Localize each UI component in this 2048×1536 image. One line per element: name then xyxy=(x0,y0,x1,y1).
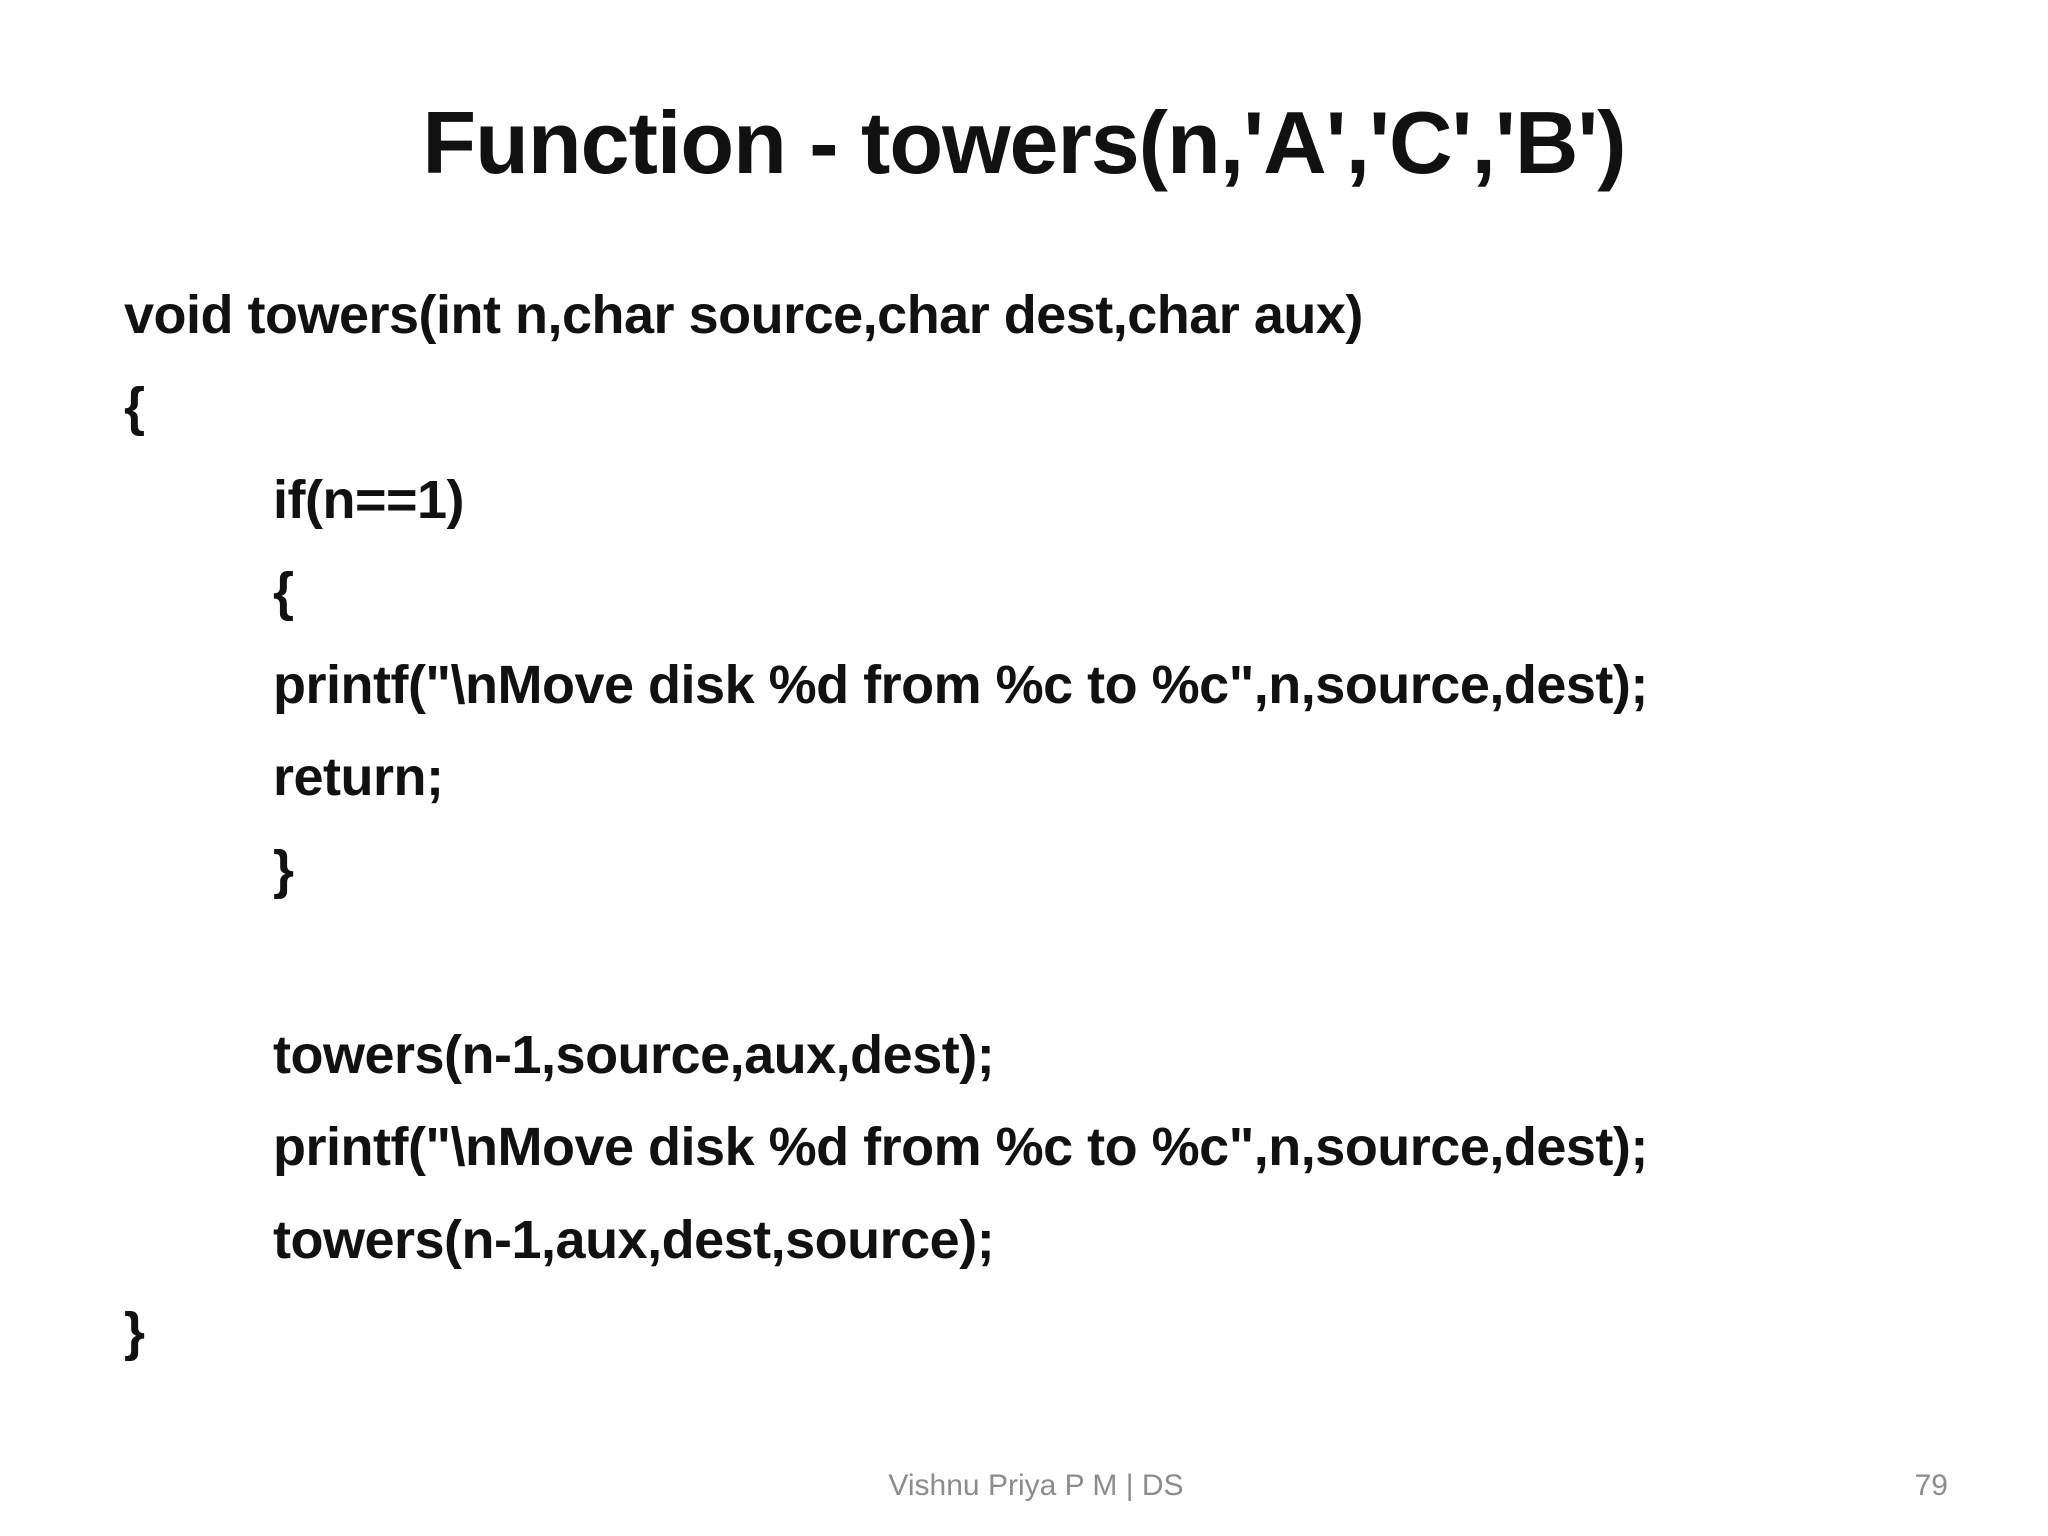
code-line-open-brace: { xyxy=(124,377,145,437)
slide-title: Function - towers(n,'A','C','B') xyxy=(422,93,1626,192)
code-line-recursive-call-2: towers(n-1,aux,dest,source); xyxy=(273,1210,995,1270)
code-line-if-open-brace: { xyxy=(273,562,294,622)
footer-page-number: 79 xyxy=(1914,1469,1948,1502)
code-line-printf-base: printf("\nMove disk %d from %c to %c",n,source,dest); xyxy=(273,655,1648,715)
code-line-return: return; xyxy=(273,747,444,807)
footer-author-course: Vishnu Priya P M | DS xyxy=(888,1469,1184,1502)
code-line-printf-move: printf("\nMove disk %d from %c to %c",n,source,dest); xyxy=(273,1117,1648,1177)
code-line-if-condition: if(n==1) xyxy=(273,470,465,530)
code-line-function-signature: void towers(int n,char source,char dest,char aux) xyxy=(124,285,1363,345)
code-line-if-close-brace: } xyxy=(273,840,294,900)
code-line-close-brace: } xyxy=(124,1302,145,1362)
code-line-recursive-call-1: towers(n-1,source,aux,dest); xyxy=(273,1025,995,1085)
